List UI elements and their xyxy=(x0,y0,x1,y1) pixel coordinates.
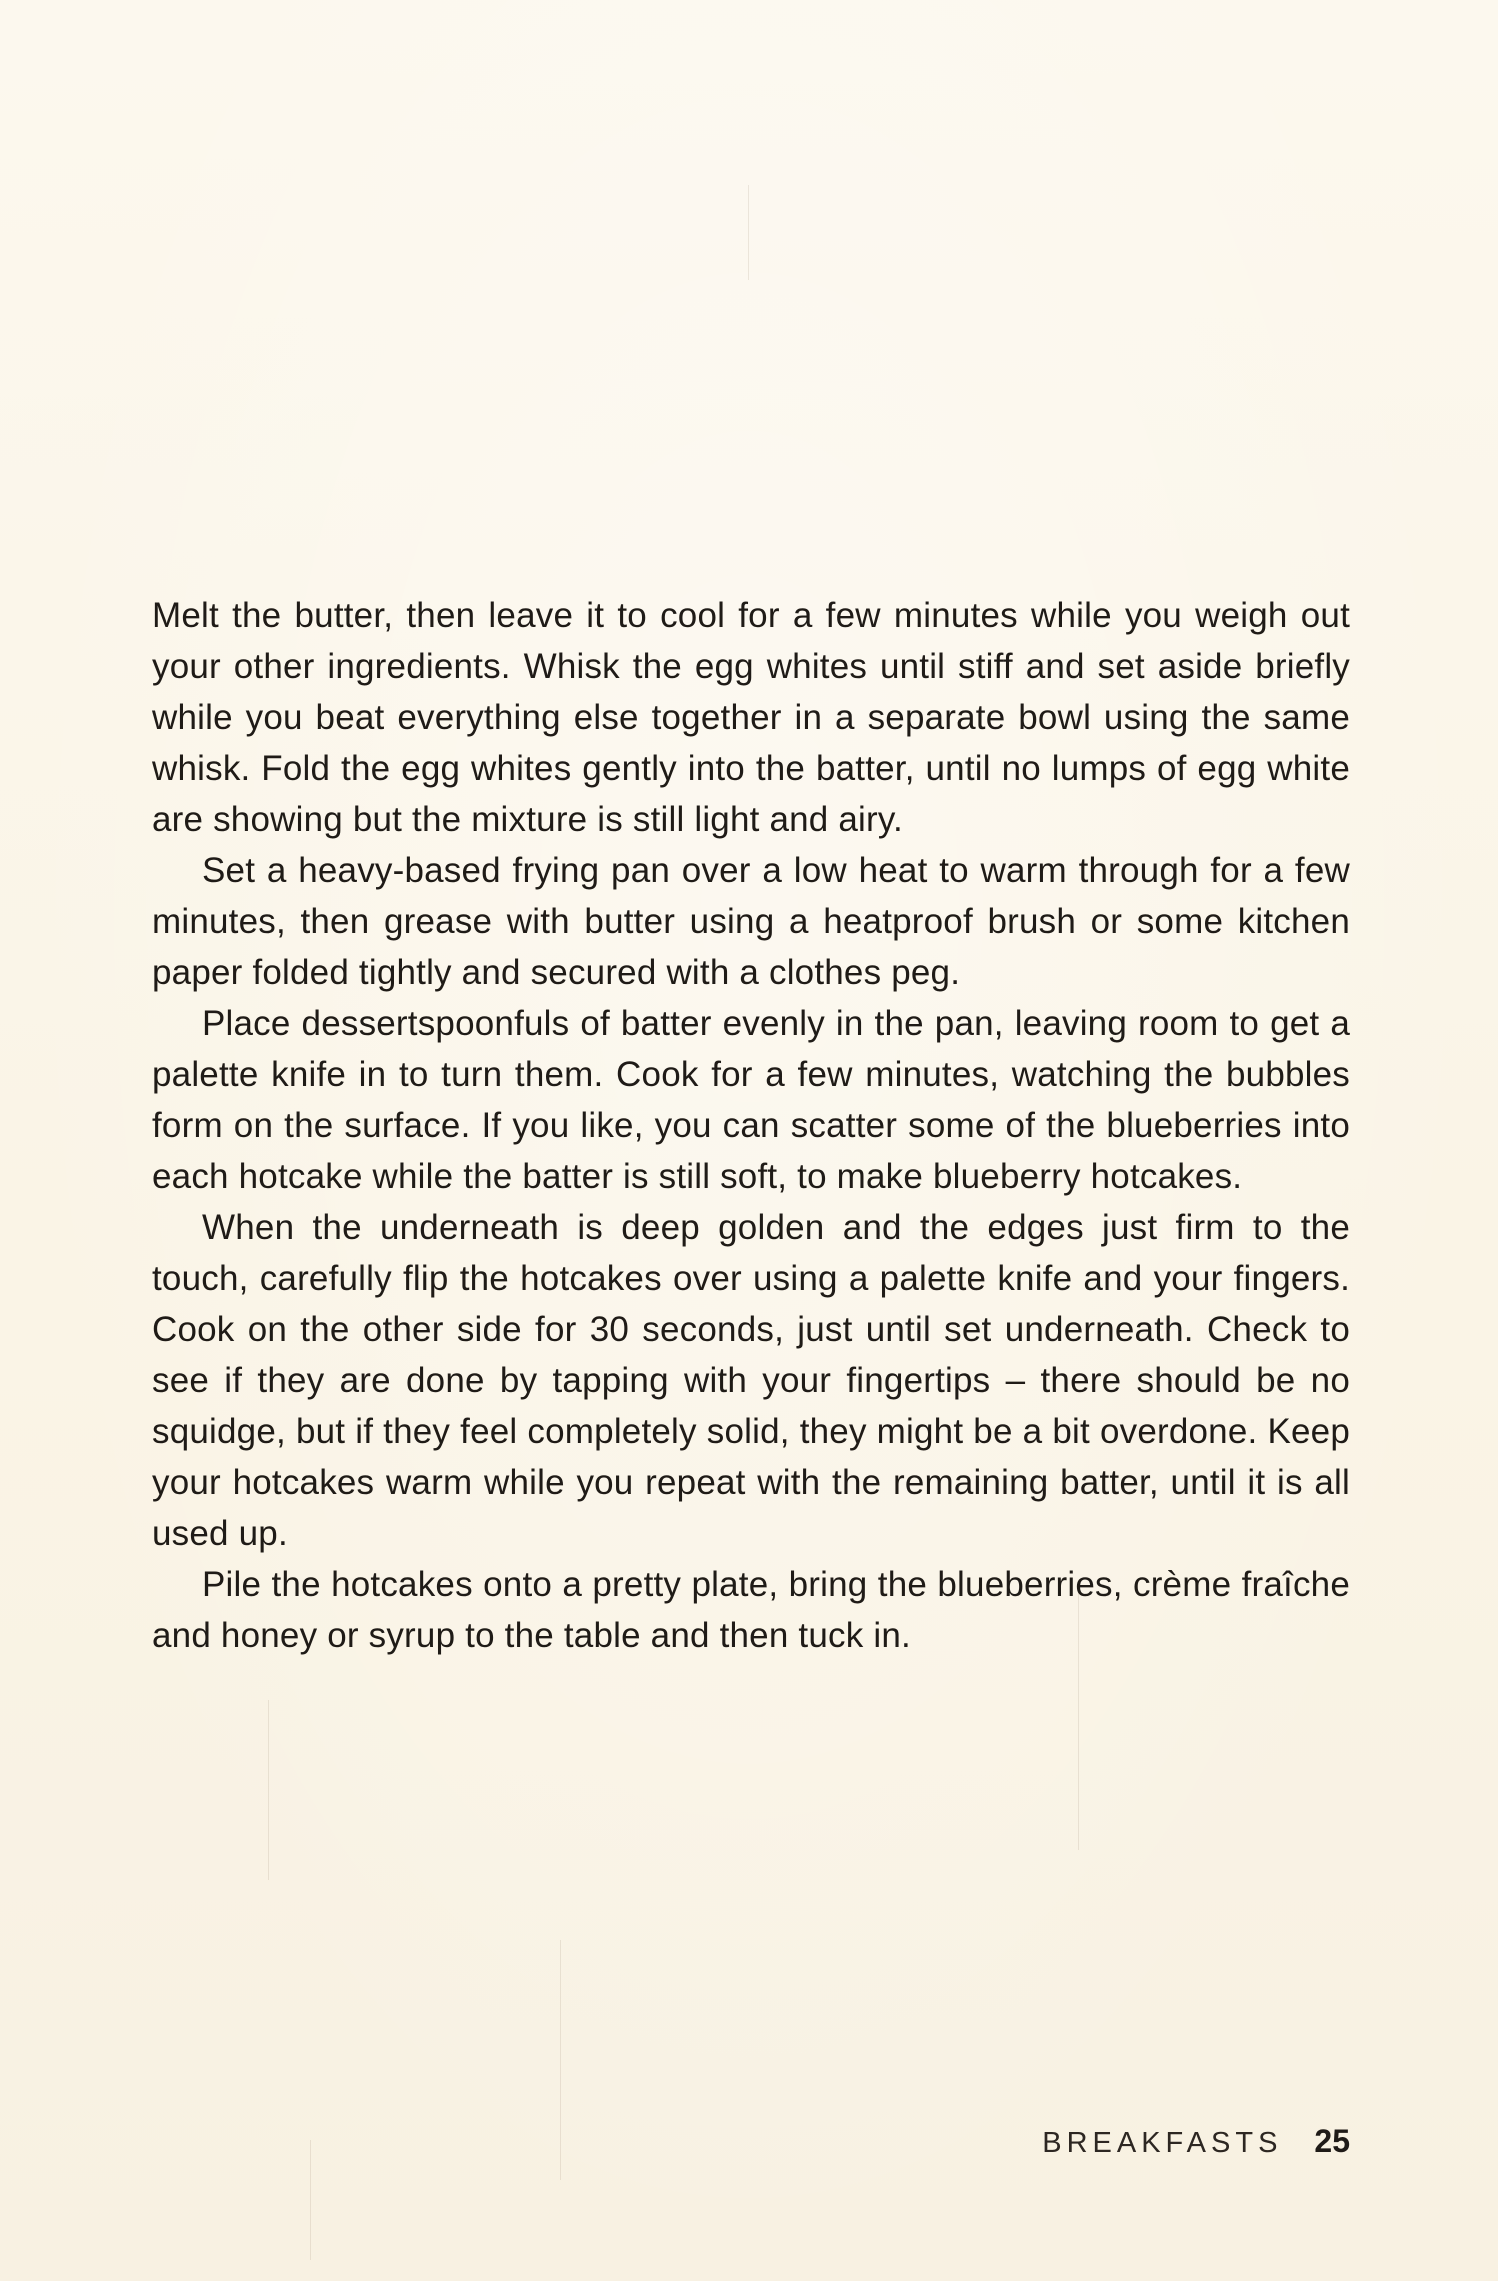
recipe-method-text xyxy=(152,590,1350,1661)
page-footer xyxy=(1042,2123,1350,2160)
method-paragraph: Melt the butter, then leave it to cool for a few minutes while you weigh out your other ingredients. Whisk the egg whites until stiff and set aside briefly while you beat everything else together in a separate bowl using the same whisk. Fold the egg whites gently into the batter, until no lumps of egg white are showing but the mixture is still light and airy. xyxy=(152,596,1350,839)
method-paragraph: Set a heavy-based frying pan over a low heat to warm through for a few minutes, then grease with butter using a heatproof brush or some kitchen paper folded tightly and secured with a clothes peg. xyxy=(152,851,1350,992)
method-paragraph: Place dessertspoonfuls of batter evenly in the pan, leaving room to get a palette knife in to turn them. Cook for a few minutes, watching the bubbles form on the surface. If you like, you can scatter some of the blueberries into each hotcake while the batter is still soft, to make blueberry hotcakes. xyxy=(152,1004,1350,1196)
paper-texture-line xyxy=(268,1700,269,1880)
page-number: 25 xyxy=(1314,2123,1350,2159)
method-paragraph: Pile the hotcakes onto a pretty plate, bring the blueberries, crème fraîche and honey or syrup to the table and then tuck in. xyxy=(152,1565,1350,1655)
paper-texture-line xyxy=(310,2140,311,2260)
method-paragraph: When the underneath is deep golden and the edges just firm to the touch, carefully flip the hotcakes over using a palette knife and your fingers. Cook on the other side for 30 seconds, just until set underneath. Check to see if they are done by tapping with your fingertips – there should be no squidge, but if they feel completely solid, they might be a bit overdone. Keep your hotcakes warm while you repeat with the remaining batter, until it is all used up. xyxy=(152,1208,1350,1553)
paper-texture-line xyxy=(560,1940,561,2180)
section-title: BREAKFASTS xyxy=(1042,2127,1283,2159)
paper-texture-line xyxy=(748,185,749,280)
